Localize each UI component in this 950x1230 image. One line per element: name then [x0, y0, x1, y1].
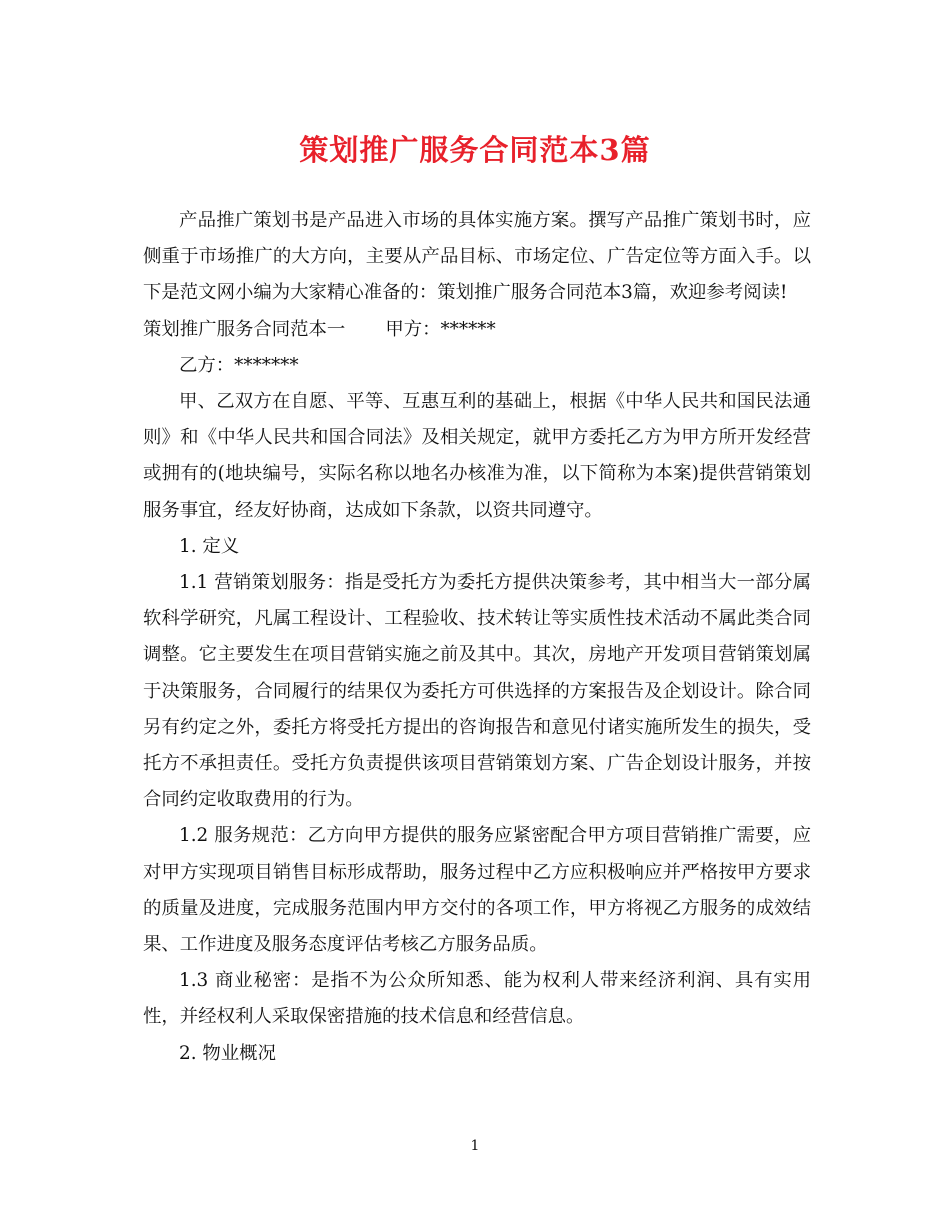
page-number: 1 — [470, 1138, 480, 1154]
clause-1-1: 1.1 营销策划服务：指是受托方为委托方提供决策参考，其中相当大一部分属软科学研究，凡属工程设计、工程验收、技术转让等实质性技术活动不属此类合同调整。它主要发生在项目营销实施之前及其中。其次，房地产开发项目营销策划属于决策服务，合同履行的结果仅为委托方可供选择的方案报告及企划设计。除合同另有约定之外，委托方将受托方提出的咨询报告和意见付诸实施所发生的损失，受托方不承担责任。受托方负责提供该项目营销策划方案、广告企划设计服务，并按合同约定收取费用的行为。 — [143, 572, 811, 811]
document-body — [143, 203, 811, 1072]
document-title: 策划推广服务合同范本3篇 — [299, 133, 651, 167]
party-a: 甲方：****** — [385, 318, 496, 340]
contract-heading: 策划推广服务合同范本一 — [143, 318, 346, 340]
section-2-heading: 2. 物业概况 — [179, 1042, 276, 1064]
clause-1-2: 1.2 服务规范：乙方向甲方提供的服务应紧密配合甲方项目营销推广需要，应对甲方实现项目销售目标形成帮助，服务过程中乙方应积极响应并严格按甲方要求的质量及进度，完成服务范围内甲方交付的各项工作，甲方将视乙方服务的成效结果、工作进度及服务态度评估考核乙方服务品质。 — [143, 825, 811, 956]
contract-heading-line — [143, 312, 811, 348]
intro-paragraph: 产品推广策划书是产品进入市场的具体实施方案。撰写产品推广策划书时，应侧重于市场推广的大方向，主要从产品目标、市场定位、广告定位等方面入手。以下是范文网小编为大家精心准备的：策划推广服务合同范本3篇，欢迎参考阅读! — [143, 210, 811, 304]
clause-1-3: 1.3 商业秘密：是指不为公众所知悉、能为权利人带来经济利润、具有实用性，并经权利人采取保密措施的技术信息和经营信息。 — [143, 970, 811, 1028]
party-b: 乙方：******* — [179, 354, 299, 376]
preamble-paragraph: 甲、乙双方在自愿、平等、互惠互利的基础上，根据《中华人民共和国民法通则》和《中华人民共和国合同法》及相关规定，就甲方委托乙方为甲方所开发经营或拥有的(地块编号，实际名称以地名办核准为准，以下简称为本案)提供营销策划服务事宜，经友好协商，达成如下条款，以资共同遵守。 — [143, 391, 811, 521]
section-1-heading: 1. 定义 — [179, 535, 240, 557]
